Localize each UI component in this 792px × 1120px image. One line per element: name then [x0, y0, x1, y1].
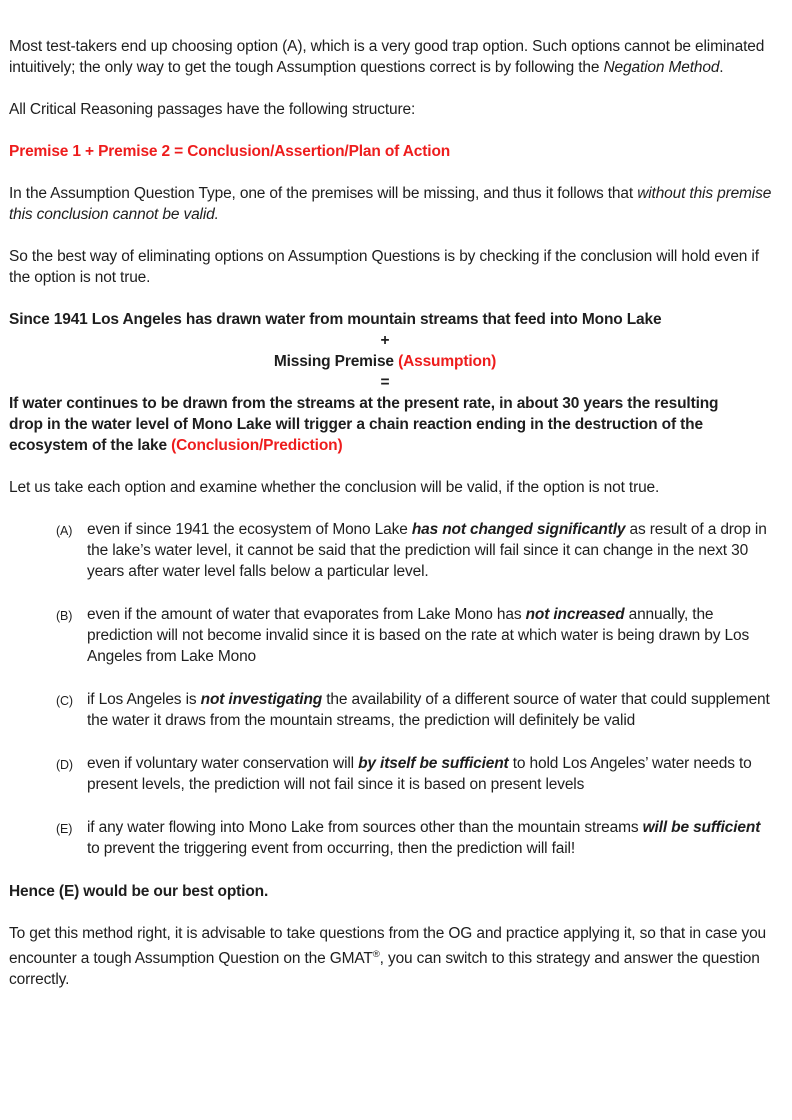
- assumption-explanation-paragraph: In the Assumption Question Type, one of the premises will be missing, and thus it follows that without this premise this conclusion cannot be valid.: [9, 185, 772, 223]
- closing-paragraph: To get this method right, it is advisable to take questions from the OG and practice applying it, so that in case you encounter a tough Assumption Question on the GMAT®, you can switch to this strategy and answer the question correctly.: [9, 925, 767, 989]
- missing-premise-line: Missing Premise (Assumption): [273, 353, 497, 370]
- option-text: if Los Angeles is not investigating the availability of a different source of water that could supplement the water it draws from the mountain streams, the prediction will definitely be valid: [87, 691, 770, 729]
- conclusion-statement: Hence (E) would be our best option.: [9, 883, 269, 900]
- answer-option-d: [56, 753, 774, 795]
- answer-options-list: [9, 519, 780, 859]
- argument-conclusion: If water continues to be drawn from the streams at the present rate, in about 30 years the resulting drop in the water level of Mono Lake will trigger a chain reaction ending in the destruction of the ecosystem of the lake (Conclusion/Prediction): [9, 395, 719, 454]
- equals-sign: =: [380, 374, 390, 391]
- option-label: (E): [56, 822, 73, 836]
- option-label: (B): [56, 609, 73, 623]
- argument-block: [9, 309, 780, 456]
- answer-option-a: [56, 519, 774, 582]
- option-label: (C): [56, 694, 73, 708]
- answer-option-c: [56, 689, 774, 731]
- answer-option-b: [56, 604, 774, 667]
- option-label: (D): [56, 758, 73, 772]
- structure-intro-paragraph: All Critical Reasoning passages have the following structure:: [9, 101, 416, 118]
- option-label: (A): [56, 524, 73, 538]
- option-text: even if voluntary water conservation will by itself be sufficient to hold Los Angeles’ water needs to present levels, the prediction will not fail since it is based on present levels: [87, 755, 752, 793]
- argument-premise: Since 1941 Los Angeles has drawn water from mountain streams that feed into Mono Lake: [9, 311, 662, 328]
- plus-sign: +: [380, 332, 390, 349]
- options-intro-paragraph: Let us take each option and examine whether the conclusion will be valid, if the option is not true.: [9, 479, 660, 496]
- option-text: even if since 1941 the ecosystem of Mono Lake has not changed significantly as result of a drop in the lake’s water level, it cannot be said that the prediction will fail since it can change in the next 30 years after water level falls below a particular level.: [87, 521, 767, 580]
- premise-formula: Premise 1 + Premise 2 = Conclusion/Assertion/Plan of Action: [9, 143, 451, 160]
- option-text: if any water flowing into Mono Lake from sources other than the mountain streams will be sufficient to prevent the triggering event from occurring, then the prediction will fail!: [87, 819, 761, 857]
- answer-option-e: [56, 817, 774, 859]
- intro-paragraph: Most test-takers end up choosing option (A), which is a very good trap option. Such options cannot be eliminated intuitively; the only way to get the tough Assumption questions correct is by following the Negation Method.: [9, 38, 765, 76]
- elimination-paragraph: So the best way of eliminating options on Assumption Questions is by checking if the conclusion will hold even if the option is not true.: [9, 248, 759, 286]
- option-text: even if the amount of water that evaporates from Lake Mono has not increased annually, the prediction will not become invalid since it is based on the rate at which water is being drawn by Los Angeles from Lake Mono: [87, 606, 750, 665]
